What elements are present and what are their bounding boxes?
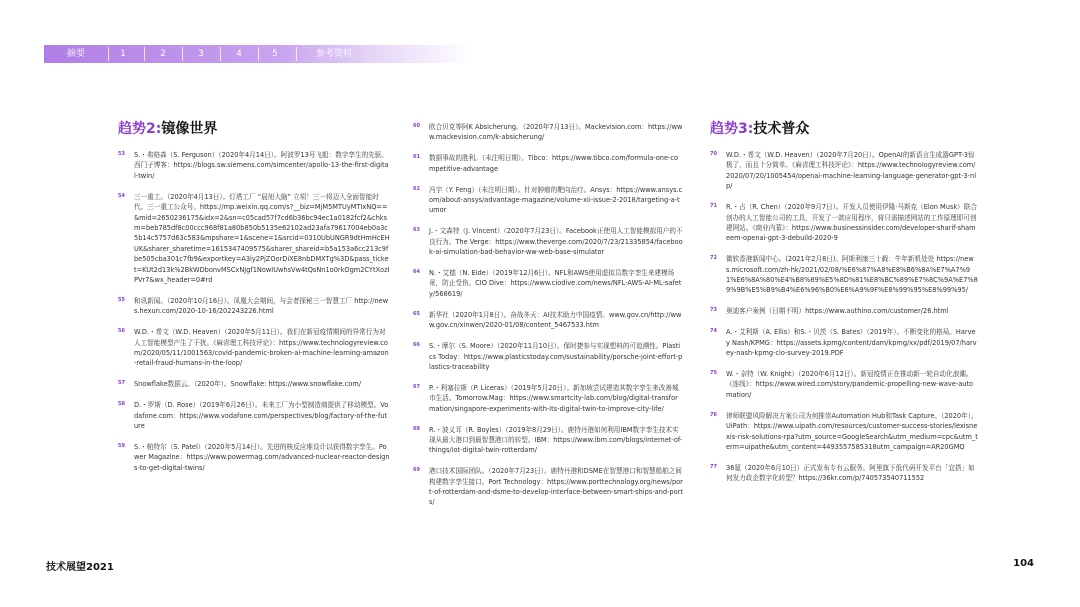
reference-item	[413, 341, 683, 372]
reference-number: 75	[710, 370, 717, 376]
references-column-middle	[413, 122, 683, 518]
nav-divider	[182, 47, 183, 61]
reference-number: 58	[118, 401, 125, 408]
reference-text[interactable]: S.・帕特尔（S. Patel）（2020年5月14日）。先进的核反应堆设计以获得数字孪生。Power Magazine：https://www.powermag.com/advanced-nuclear-reactor-designs-to-get-digital-twins/	[134, 442, 390, 472]
reference-number: 61	[413, 154, 420, 161]
reference-text[interactable]: A.・艾利斯（A. Ellis）和S.・贝茨（S. Bates）（2019年）。不断变化的格局。Harvey Nash/KPMG：https://assets.kpmg/content/dam/kpmg/xx/pdf/2019/07/harvey-nash-kpmg-cio-survey-2019.PDF	[726, 328, 977, 358]
reference-number: 65	[413, 310, 420, 317]
reference-number: 54	[118, 192, 125, 199]
footer-report-title: 技术展望2021	[46, 562, 114, 573]
reference-text[interactable]: Snowflake数据云。（2020年）。Snowflake: https://www.snowflake.com/	[134, 380, 362, 389]
reference-item	[413, 153, 683, 174]
section-title-trend2: 趋势2:镜像世界	[118, 121, 218, 137]
nav-tab-4[interactable]: 4	[236, 49, 242, 59]
page-number: 104	[1013, 558, 1034, 569]
reference-item	[118, 150, 390, 181]
reference-text[interactable]: 36氪（2020年6月10日）正式发布专有云服务。阿里旗下低代码开发平台「宜搭」如何发力政企数字化转型？https://36kr.com/p/740573540711552	[726, 463, 975, 483]
reference-number: 64	[413, 269, 420, 276]
nav-tab-5[interactable]: 5	[272, 49, 278, 59]
reference-number: 73	[710, 307, 717, 314]
nav-divider	[108, 47, 109, 61]
reference-item	[710, 202, 978, 244]
reference-item	[118, 379, 390, 389]
reference-number: 59	[118, 442, 125, 449]
reference-item	[710, 306, 978, 316]
nav-divider	[144, 47, 145, 61]
reference-number: 71	[710, 203, 717, 210]
section-nav-bar	[44, 45, 474, 63]
nav-tab-2[interactable]: 2	[160, 49, 166, 59]
reference-number: 60	[413, 123, 420, 129]
nav-divider	[258, 47, 259, 61]
reference-number: 56	[118, 328, 125, 335]
reference-item	[710, 327, 978, 358]
reference-number: 68	[413, 425, 420, 432]
reference-item	[118, 192, 390, 286]
reference-text[interactable]: W.D.・希文（W.D. Heaven）（2020年5月11日）。我们在新冠疫情期间的异常行为对人工智能模型产生了干扰。《麻省理工科技评论》：https://www.technologyreview.com/2020/05/11/1001563/covid-pandemic-broken-ai-machine-learning-amazon-retail-fraud-humans-in-the-loop/	[134, 328, 389, 368]
reference-item	[118, 296, 390, 317]
reference-number: 57	[118, 380, 125, 387]
nav-tab-summary[interactable]: 摘要	[66, 49, 85, 59]
reference-text[interactable]: 冯宇（Y. Feng）（未注明日期）。针对肿瘤的靶向治疗。Ansys：https://www.ansys.com/about-ansys/advantage-magazine/volume-xii-issue-2-2018/targeting-a-tumor	[429, 185, 683, 215]
reference-item	[413, 425, 683, 456]
nav-tab-3[interactable]: 3	[198, 49, 204, 59]
reference-text[interactable]: 律师联盟风险解决方案公司为何推崇Automation Hub和Task Capture。（2020年）。UiPath：https://www.uipath.com/resources/customer-success-stories/lexisnexis-risk-solutions-rpa?utm_source=GoogleSearch&utm_medium=cpc&utm_term=uipathe&utm_content=4493557585318utm_campaign=AR20GMQ	[726, 411, 978, 451]
nav-divider	[220, 47, 221, 61]
reference-text[interactable]: 奥迪客户案例（日期不明）https://www.authino.com/customer/26.html	[726, 307, 949, 316]
reference-item	[413, 226, 683, 257]
reference-text[interactable]: N.・艾德（N. Eide）（2019年12月6日）。NFL和AWS使用虚拟员数字孪生来建模场景，防止受伤。CIO Dive：https://www.ciodive.com/news/NFL-AWS-AI-ML-safety/568619/	[429, 269, 682, 298]
reference-text[interactable]: 三一重工。（2020年4月13日）。灯塔工厂 “晨旭大脑” 立项！三一将迈入全面智能时代。三一重工公众号。https://mp.weixin.qq.com/s?__biz=MjM5MTUyMTIxNQ==&mid=2650236175&idx=2&sn=c05cad57f7cd6b36bc94ec1a0182fcf2&chksm=beb785df8c00ccc968f81a80b850b5135e62102ad23afa79617004eb0a3c5b14c5757d63c583&mpshare=1&scene=1&srcid=0310UbUNGR9dtHmHcEHUK&sharer_sharetime=1615347409575&sharer_shareid=b5a153a6cc213c9fbe505cba301c7fb9&exportkey=A3iy2PjZOorDiXE8nbDMXTg%3D&pass_ticket=KUt2d13k%2BkWDbonvMSCxNJgf1NowIUwhsVw4tQsNn1o0rkOgm2CYtXozIPVr7&wx_header=0#rd	[134, 192, 390, 284]
reference-item	[118, 442, 390, 473]
reference-item	[118, 327, 390, 369]
reference-text[interactable]: W.・奈特（W. Knight）（2020年6月12日）。新冠疫情正在推动新一轮自动化浪潮。《连线》：https://www.wired.com/story/pandemic-propelling-new-wave-automation/	[726, 370, 974, 399]
reference-item	[710, 411, 978, 453]
reference-item	[413, 122, 683, 143]
reference-number: 55	[118, 296, 125, 303]
reference-text[interactable]: W.D.・希文（W.D. Heaven）（2020年7月20日）。OpenAI的新语言生成器GPT-3惊极了，而且十分简单。《麻省理工科技评论》：https://www.technologyreview.com/2020/07/20/1005454/openai-machine-learning-language-generator-gpt-3-nlp/	[726, 151, 977, 191]
reference-text[interactable]: 欧合贝克等阿K Absicherung。（2020年7月13日）。Mackevision.com：https://www.mackevision.com/k-absicherung/	[429, 123, 683, 142]
reference-text[interactable]: R.・占（R. Chen）（2020年9月7日）。开发人员使用伊隆·马斯克（Elon Musk）联合创办的人工智能公司的工具，开发了一款应用程序，将只需描述网站的工作原理即可创建网站。《商业内幕》：https://www.businessinsider.com/developer-sharif-shameem-openai-gpt-3-debuild-2020-9	[726, 203, 977, 243]
reference-item	[413, 310, 683, 331]
reference-number: 77	[710, 463, 717, 470]
reference-list	[413, 122, 683, 508]
reference-text[interactable]: 新华社（2020年1月8日）。奋战冬天：AI技术助力中国疫情。www.gov.cn/http://www.gov.cn/xinwen/2020-01/08/content_5467533.htm	[429, 310, 682, 330]
nav-tab-1[interactable]: 1	[120, 49, 126, 59]
section-title-trend3: 趋势3:技术普众	[710, 121, 810, 137]
nav-tab-references[interactable]: 参考资料	[315, 49, 352, 59]
reference-list	[710, 150, 978, 484]
reference-number: 66	[413, 342, 420, 349]
nav-divider	[296, 47, 297, 61]
reference-number: 63	[413, 227, 420, 234]
reference-number: 69	[413, 467, 420, 474]
reference-text[interactable]: R.・波义耳（R. Boyles）（2019年8月29日）。鹿特丹港如何利用IBM数字孪生技术实现从最大港口到最智慧港口的转型。IBM：https://www.ibm.com/blogs/internet-of-things/iot-digital-twin-rotterdam/	[429, 425, 683, 455]
reference-text[interactable]: D.・罗斯（D. Rose）（2019年6月26日）。未来工厂为小型制造商提供了移动模型。Vodafone.com：https://www.vodafone.com/perspectives/blog/factory-of-the-future	[134, 401, 389, 431]
reference-text[interactable]: 港口技术国际团队。（2020年7月23日）。鹿特丹港和DSME在智慧港口和智慧船舶之间构建数字孪生接口。Port Technology：https://www.porttechnology.org/news/port-of-rotterdam-and-dsme-to-develop-interface-between-smart-ships-and-ports/	[429, 467, 683, 507]
references-column-left	[118, 118, 390, 484]
reference-text[interactable]: 和讯新闻。（2020年10月16日）。凤凰大会期间，与会者探秘三一智慧工厂 http://news.hexun.com/2020-10-16/202243226.html	[134, 296, 389, 316]
reference-text[interactable]: S.・摩尔（S. Moore）（2020年11月10日）。保时捷参与实现塑料的可追溯性。Plastics Today：https://www.plasticstoday.com/sustainability/porsche-joint-effort-plastics-traceability	[429, 342, 683, 371]
reference-text[interactable]: S.・弗格森（S. Ferguson）（2020年4月14日）。阿波罗13号飞船：数字孪生的先驱。西门子博客：https://blogs.sw.siemens.com/simcenter/apollo-13-the-first-digital-twin/	[134, 151, 389, 180]
reference-item	[413, 466, 683, 508]
reference-item	[710, 463, 978, 484]
reference-text[interactable]: 微软香港新闻中心。(2021年2月8日)。阿斯利康三十载：牛年新机处处 https://news.microsoft.com/zh-hk/2021/02/08/%E6%87%A8%E8%B6%8A%E7%A7%91%E6%8A%80%E4%B8%89%E5%8D%81%E8%BC%89%E7%8C%9A%E7%89%9B%E5%B9%B4%E6%96%B0%E6%A9%9F%E8%99%95%E8%99%95/	[726, 255, 978, 295]
reference-list	[118, 150, 390, 473]
reference-item	[413, 383, 683, 414]
reference-text[interactable]: P.・利塞拉斯（P. Liceras）（2019年5月20日）。新加坡尝试建造其数字孪生来改善城市生活。Tomorrow.Mag：https://www.smartcity-lab.com/blog/digital-transformation/singapore-experiments-with-its-digital-twin-to-improve-city-life/	[429, 383, 679, 413]
reference-item	[118, 400, 390, 431]
reference-item	[413, 185, 683, 216]
reference-number: 53	[118, 151, 125, 157]
reference-number: 72	[710, 255, 717, 262]
reference-number: 76	[710, 411, 717, 418]
reference-number: 70	[710, 151, 717, 157]
reference-item	[710, 254, 978, 296]
reference-item	[710, 150, 978, 192]
reference-text[interactable]: 数据事故的胜利。（未注明日期）。Tibco：https://www.tibco.com/formula-one-competitive-advantage	[429, 154, 679, 173]
reference-number: 67	[413, 383, 420, 390]
reference-number: 62	[413, 185, 420, 192]
reference-text[interactable]: J.・文森特（J. Vincent）（2020年7月23日）。Facebook正使用人工智能模拟用户的不良行为。The Verge：https://www.theverge.com/2020/7/23/21335854/facebook-ai-simulation-bad-behavior-ww-web-base-simulator	[429, 227, 683, 257]
reference-item	[413, 268, 683, 299]
references-column-right	[710, 118, 978, 494]
reference-item	[710, 369, 978, 400]
reference-number: 74	[710, 328, 717, 335]
